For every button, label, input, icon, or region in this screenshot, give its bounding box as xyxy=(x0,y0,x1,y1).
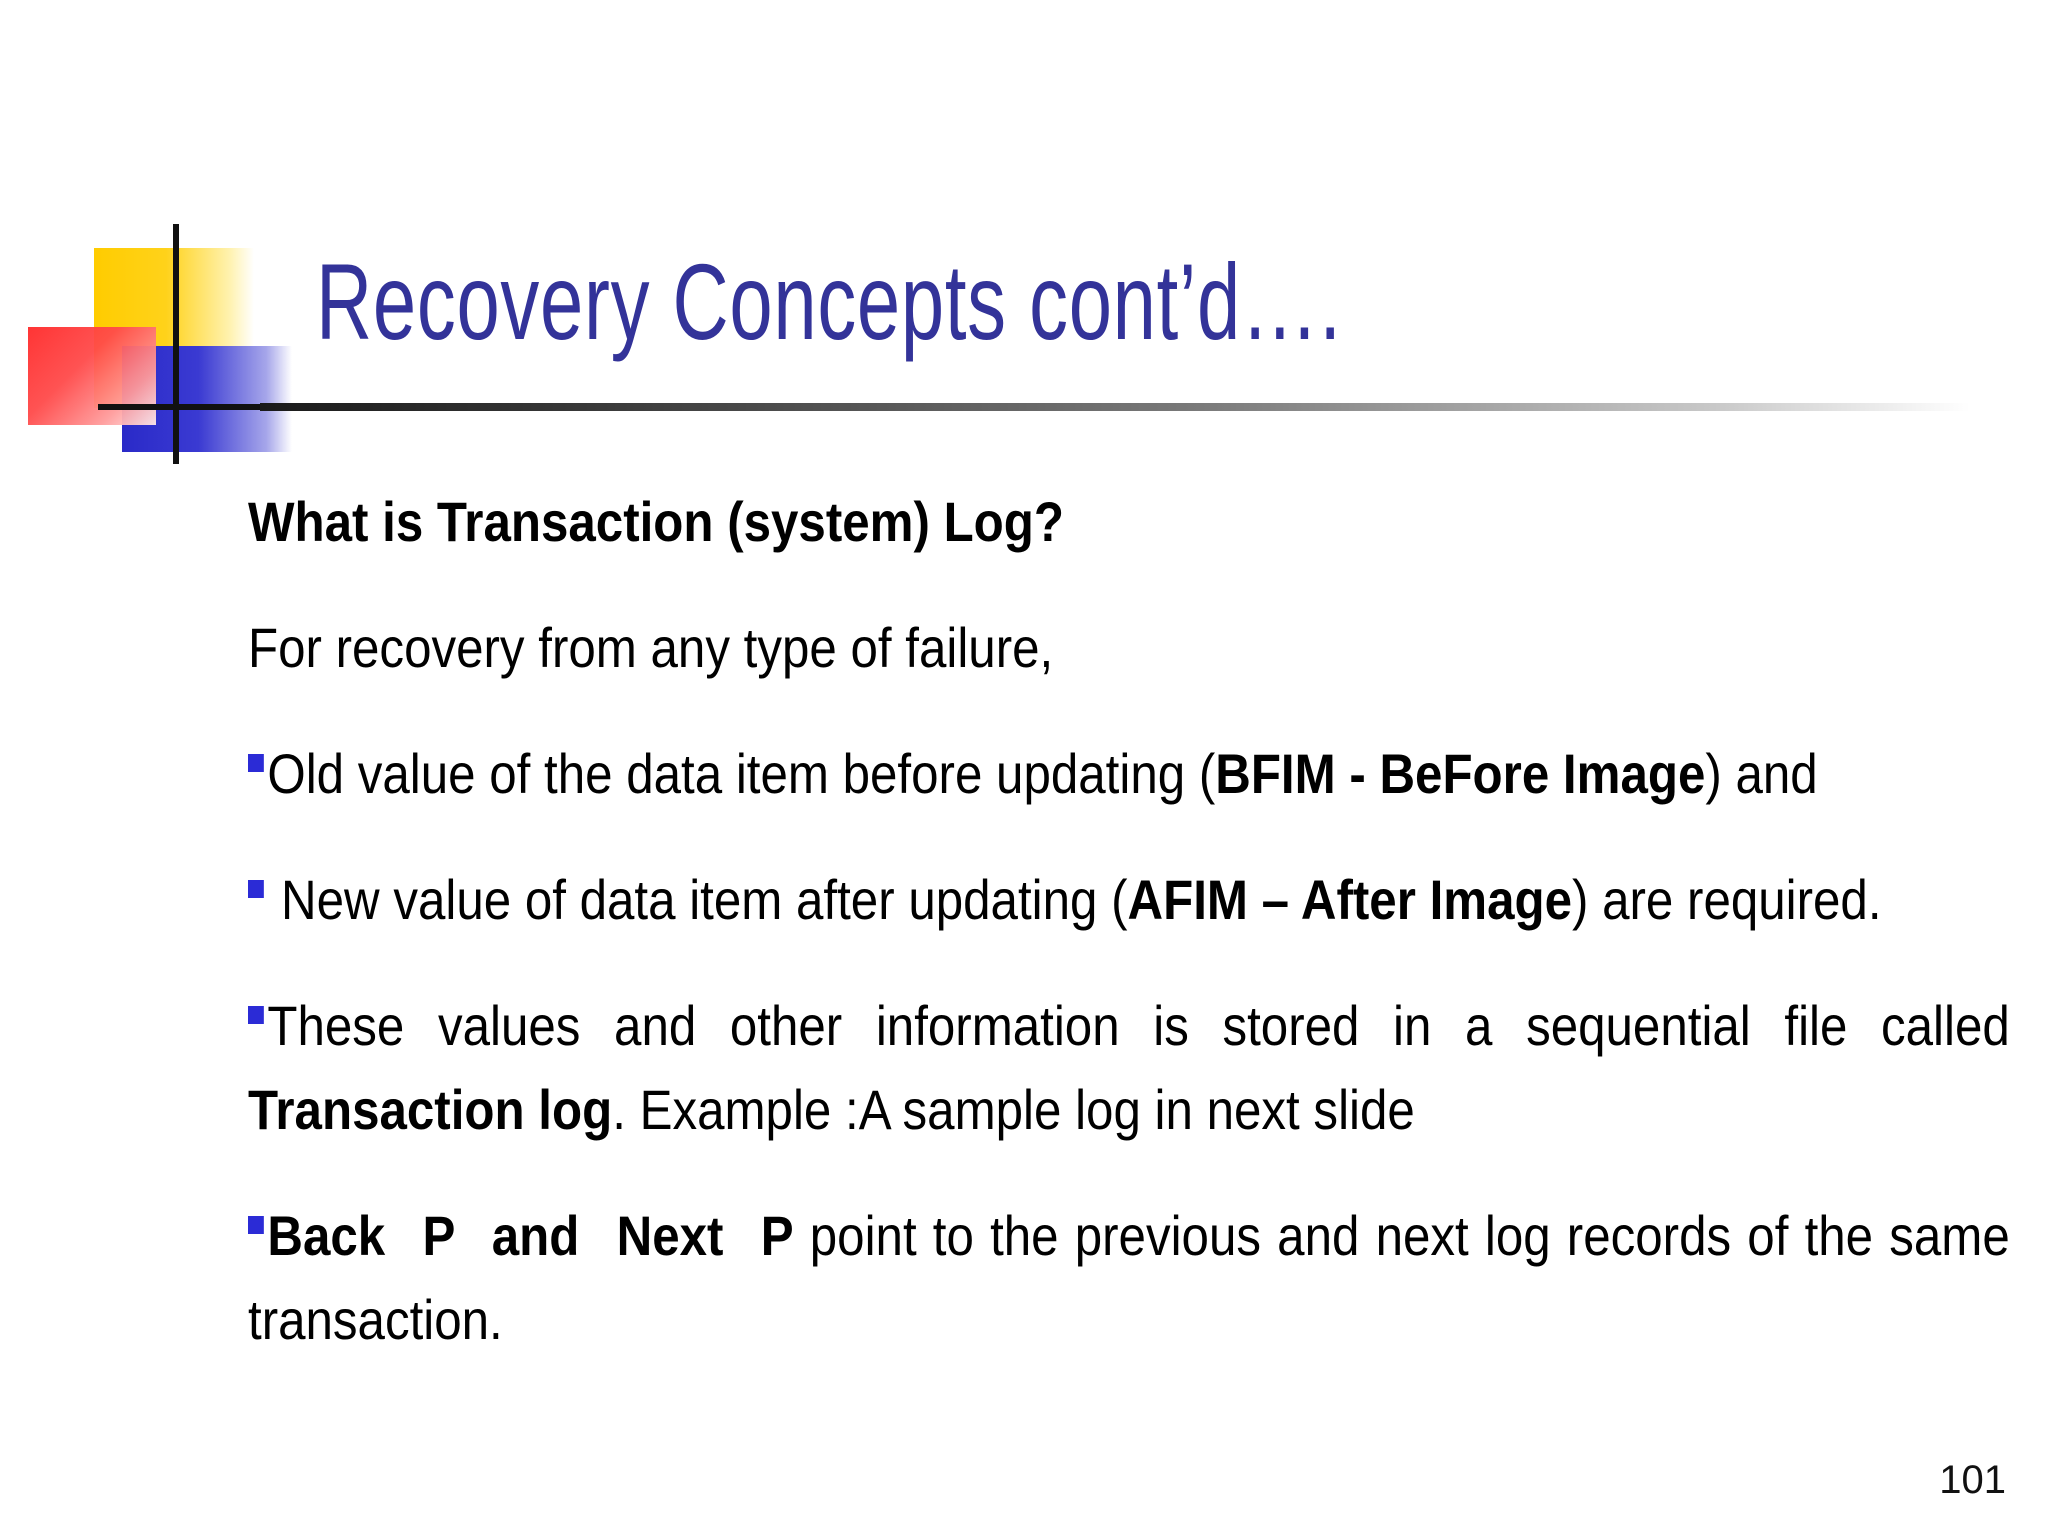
decor-vertical-line xyxy=(173,224,179,464)
decor-red-square xyxy=(28,327,156,425)
list-item xyxy=(248,732,2010,816)
bullet-square-icon xyxy=(248,754,264,772)
bullet-text-before: Old value of the data item before updating ( xyxy=(267,742,1216,805)
bullet-text-before: New value of data item after updating ( xyxy=(267,868,1128,931)
title-rule xyxy=(260,403,1970,411)
bullet-square-icon xyxy=(248,1006,264,1024)
bullet-text-after: ) and xyxy=(1705,742,1818,805)
bullet-text-after: ) are required. xyxy=(1572,868,1882,931)
list-item xyxy=(248,858,2010,942)
bullet-text-bold: Transaction log xyxy=(248,1078,613,1141)
bullet-text-after: . Example :A sample log in next slide xyxy=(612,1078,1415,1141)
bullet-square-icon xyxy=(248,880,264,898)
bullet-text-before: These values and other information is stored in a sequential file called xyxy=(267,994,2010,1057)
bullet-square-icon xyxy=(248,1216,264,1234)
page-number: 101 xyxy=(1939,1458,2006,1502)
bullet-text-bold: Back P and Next P xyxy=(267,1204,794,1267)
bullet-text-bold: AFIM – After Image xyxy=(1127,868,1573,931)
list-item xyxy=(248,984,2010,1152)
body-heading: What is Transaction (system) Log? xyxy=(248,490,1064,553)
list-item xyxy=(248,1194,2010,1362)
bullet-text-bold: BFIM - BeFore Image xyxy=(1215,742,1706,805)
bullet-text-after: point to the previous and next log records of the same transaction. xyxy=(248,1204,2010,1351)
slide-body xyxy=(248,480,2010,1404)
slide-title: Recovery Concepts cont’d…. xyxy=(316,241,1342,362)
body-intro: For recovery from any type of failure, xyxy=(248,616,1054,679)
